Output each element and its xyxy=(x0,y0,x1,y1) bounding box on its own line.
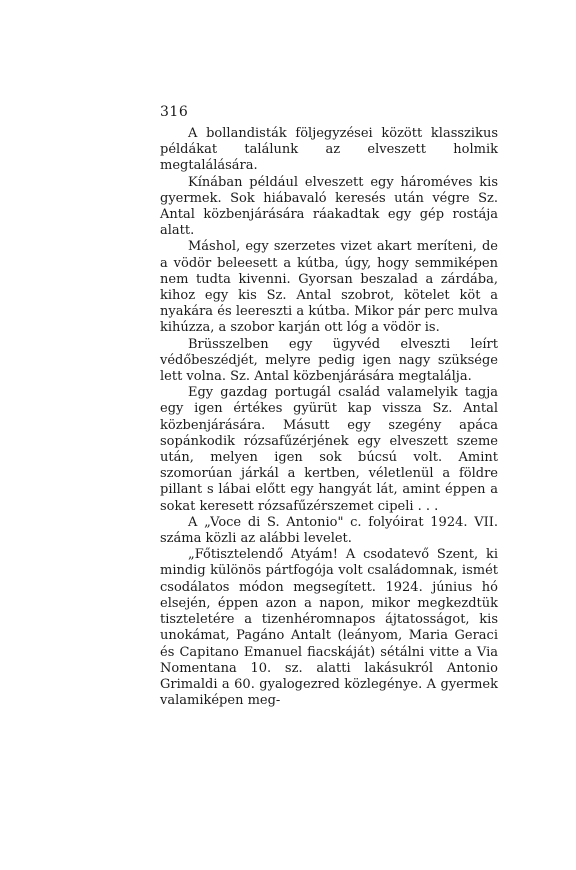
paragraph: Egy gazdag portugál család valamelyik tagja egy igen értékes gyürüt kap vissza Sz. Antal közbenjárására. Másutt egy szegény apáca sopánkodik rózsafűzérjének egy elveszett szeme után, melyen igen sok búcsú volt. Amint szomorúan járkál a kertben, véletlenül a földre pillant s lábai előtt egy hangyát lát, amint éppen a sokat keresett rózsafűzérszemet cipeli . . . xyxy=(160,385,498,514)
page-number: 316 xyxy=(160,104,189,120)
paragraph: Kínában például elveszett egy hároméves kis gyermek. Sok hiábavaló keresés után végre Sz. Antal közbenjárására ráakadtak egy gép rostája alatt. xyxy=(160,174,498,239)
paragraph: A bollandisták följegyzései között klasszikus példákat találunk az elveszett holmik megtalálására. xyxy=(160,126,498,174)
body-text xyxy=(160,126,498,709)
paragraph: A „Voce di S. Antonio" c. folyóirat 1924. VII. száma közli az alábbi levelet. xyxy=(160,514,498,547)
paragraph: Brüsszelben egy ügyvéd elveszti leírt védőbeszédjét, melyre pedig igen nagy szüksége lett volna. Sz. Antal közbenjárására megtalálja. xyxy=(160,336,498,385)
paragraph: „Főtisztelendő Atyám! A csodatevő Szent, ki mindig különös pártfogója volt családomnak, ismét csodálatos módon megsegített. 1924. június hó elsején, éppen azon a napon, mikor megkezdtük tiszteletére a tizenhéromnapos ájtatosságot, kis unokámat, Pagáno Antalt (leányom, Maria Geraci és Capitano Emanuel fiacskáját) sétálni vitte a Via Nomentana 10. sz. alatti lakásukról Antonio Grimaldi a 60. gyalogezred közlegénye. A gyermek valamiképen meg- xyxy=(160,547,498,709)
paragraph: Máshol, egy szerzetes vizet akart meríteni, de a vödör beleesett a kútba, úgy, hogy semmiképen nem tudta kivenni. Gyorsan beszalad a zárdába, kihoz egy kis Sz. Antal szobrot, kötelet köt a nyakára és leereszti a kútba. Mikor pár perc mulva kihúzza, a szobor karján ott lóg a vödör is. xyxy=(160,239,498,336)
